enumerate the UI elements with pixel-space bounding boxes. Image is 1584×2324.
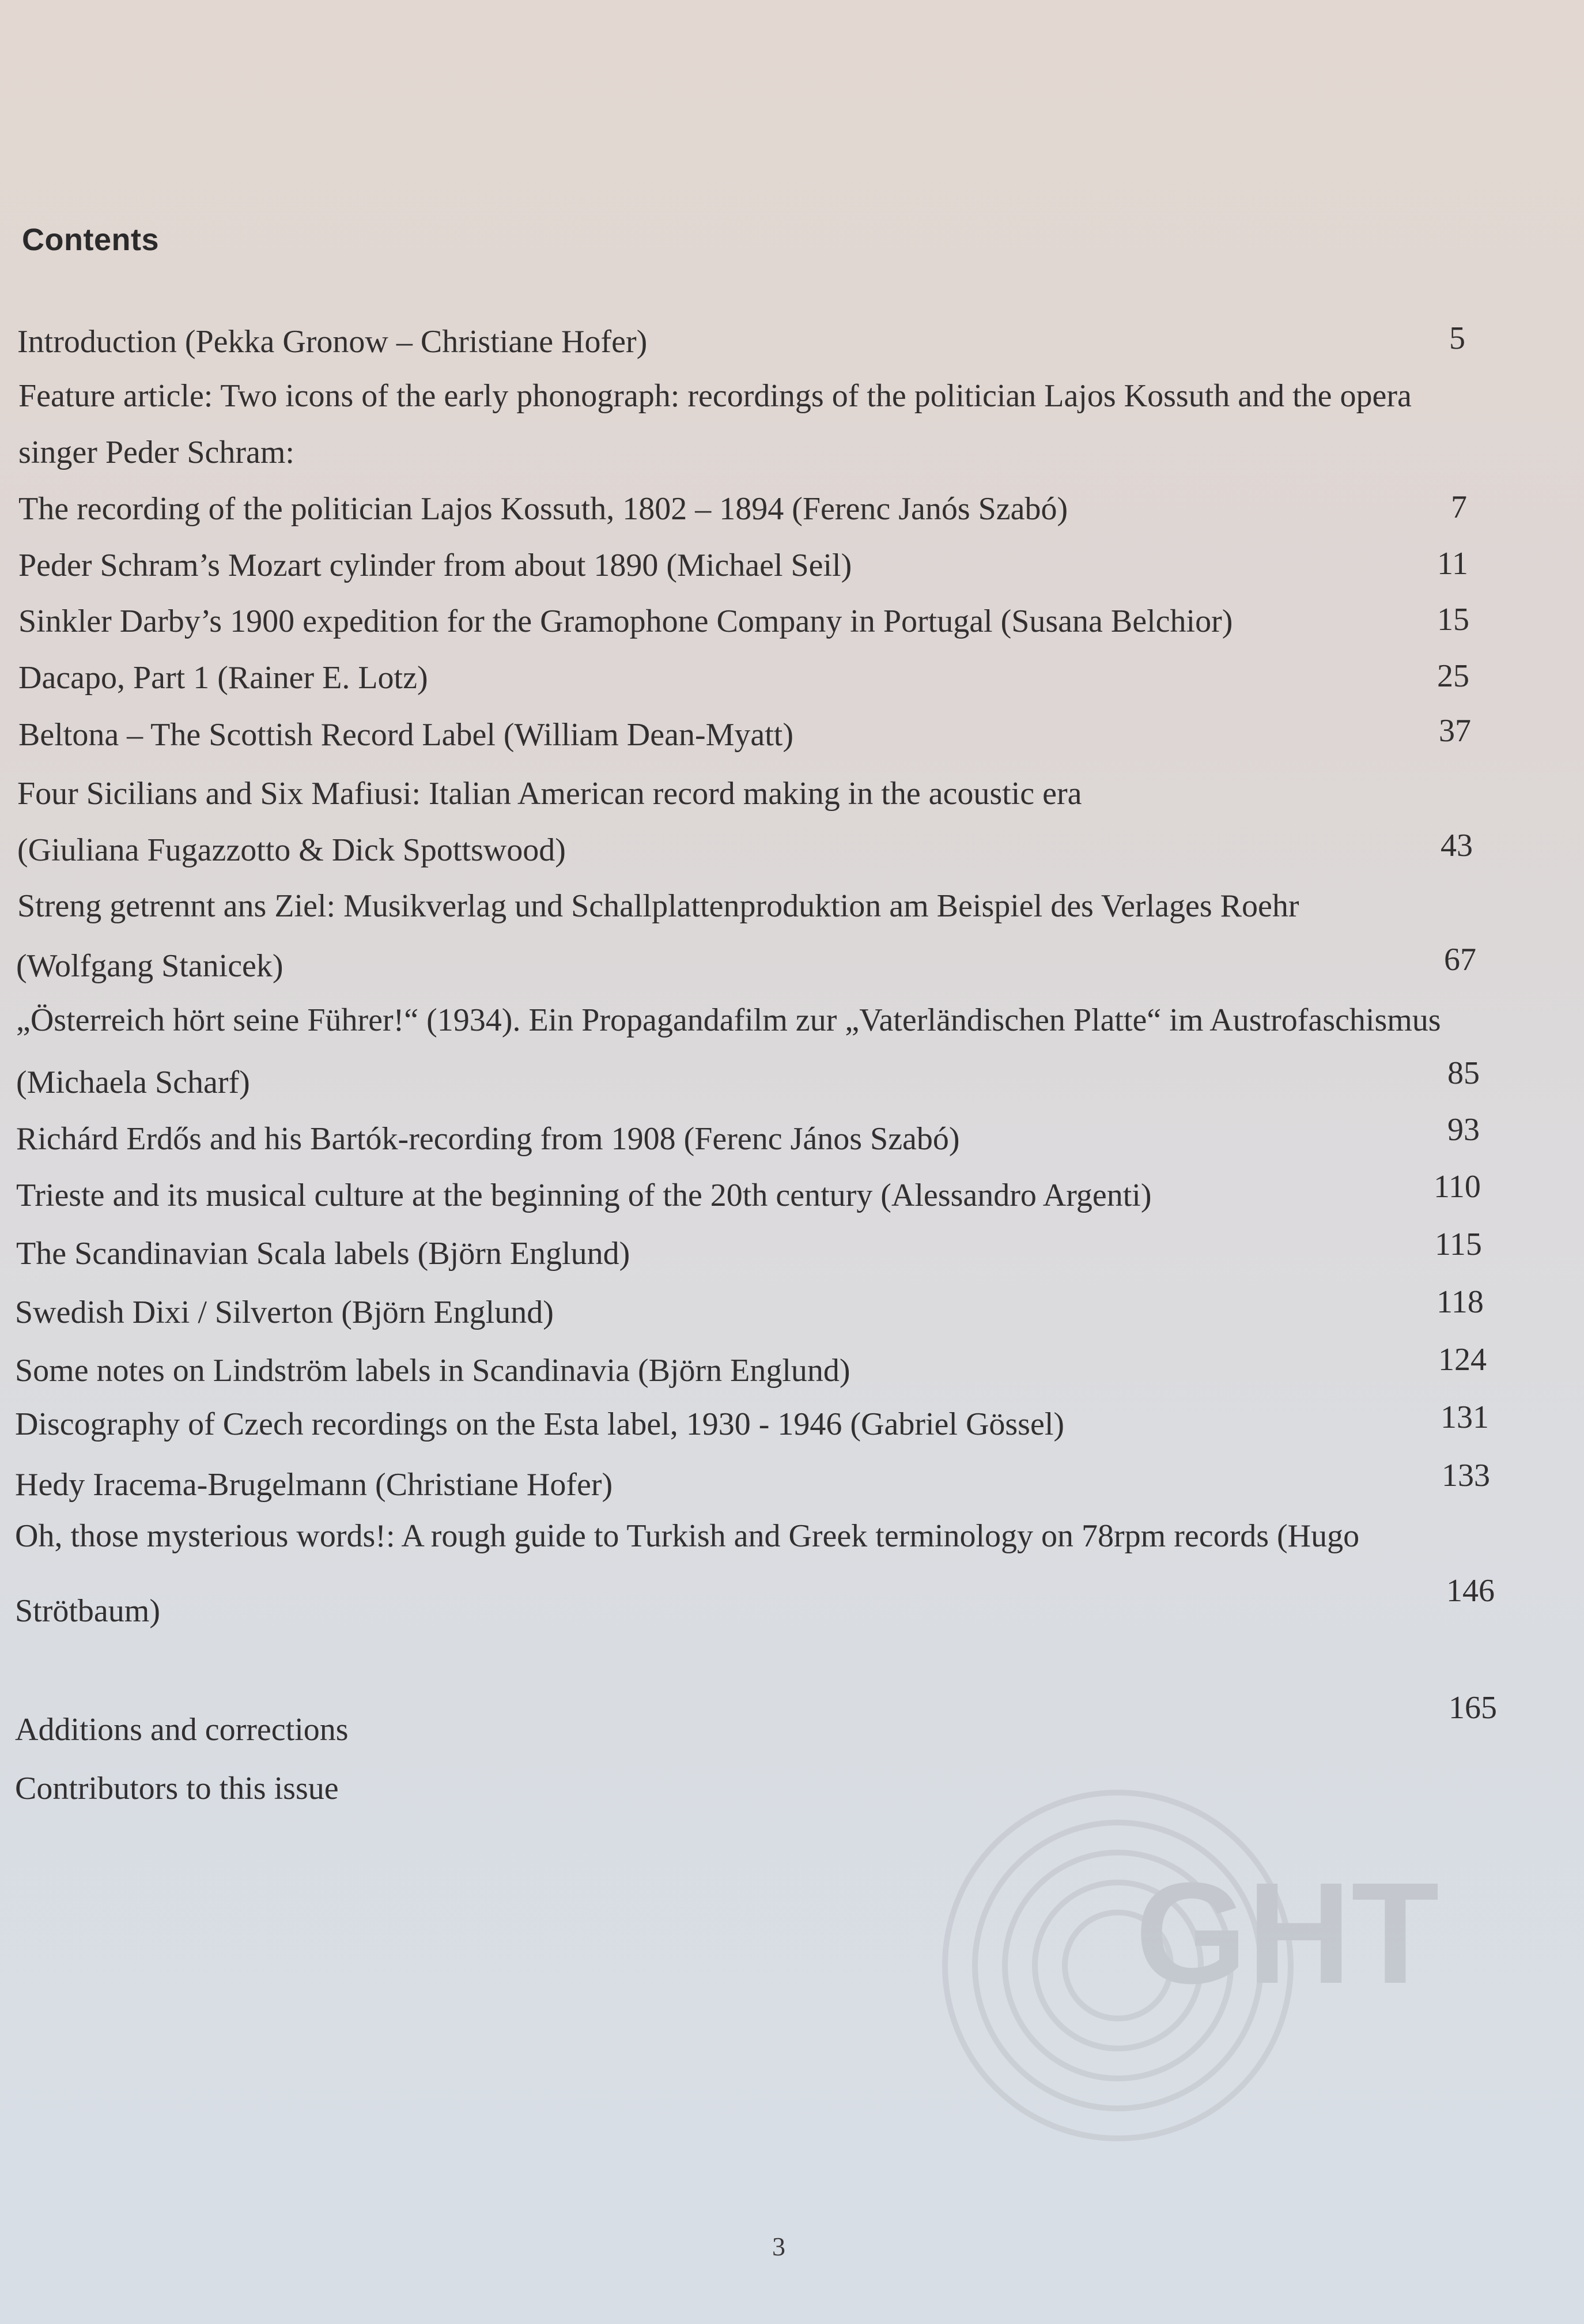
toc-entry-page: 15 bbox=[1437, 602, 1469, 637]
page-number: 3 bbox=[772, 2232, 785, 2261]
toc-entry-title: Oh, those mysterious words!: A rough guide to Turkish and Greek terminology on 78rpm records (Hugo bbox=[15, 1518, 1360, 1554]
toc-entry-page: 165 bbox=[1449, 1690, 1497, 1726]
toc-entry-page: 124 bbox=[1438, 1342, 1487, 1378]
toc-entry-title: Hedy Iracema-Brugelmann (Christiane Hofer) bbox=[15, 1467, 613, 1503]
toc-entry-page: 5 bbox=[1449, 320, 1465, 356]
toc-entry-page: 115 bbox=[1435, 1227, 1482, 1262]
toc-entry-title: Sinkler Darby’s 1900 expedition for the Gramophone Company in Portugal (Susana Belchior) bbox=[18, 603, 1233, 639]
toc-entry-page: 118 bbox=[1436, 1284, 1484, 1320]
toc-entry-page: 37 bbox=[1439, 713, 1471, 749]
contents-heading: Contents bbox=[22, 222, 159, 257]
toc-entry-title: The Scandinavian Scala labels (Björn Englund) bbox=[16, 1236, 630, 1272]
toc-entry-title: Introduction (Pekka Gronow – Christiane Hofer) bbox=[17, 324, 648, 360]
toc-entry-title: „Österreich hört seine Führer!“ (1934). Ein Propagandafilm zur „Vaterländischen Platte“ im Austrofaschismus bbox=[16, 1002, 1441, 1038]
toc-entry-page: 43 bbox=[1441, 828, 1473, 863]
toc-entry-page: 110 bbox=[1434, 1169, 1481, 1205]
toc-entry-page: 93 bbox=[1447, 1112, 1480, 1148]
toc-entry-title: Peder Schram’s Mozart cylinder from about 1890 (Michael Seil) bbox=[18, 548, 852, 583]
toc-entry-page: 133 bbox=[1442, 1458, 1490, 1493]
toc-entry-page: 25 bbox=[1437, 658, 1469, 694]
toc-entry-page: 7 bbox=[1451, 489, 1467, 525]
toc-entry-page: 11 bbox=[1437, 546, 1468, 582]
toc-entry-page: 67 bbox=[1444, 942, 1476, 978]
toc-entry-page: 85 bbox=[1447, 1055, 1480, 1091]
toc-entry-title: Additions and corrections bbox=[15, 1712, 349, 1748]
toc-entry-page: 131 bbox=[1441, 1399, 1489, 1435]
toc-entry-title: The recording of the politician Lajos Kossuth, 1802 – 1894 (Ferenc Janós Szabó) bbox=[18, 491, 1068, 527]
toc-entry-title: (Michaela Scharf) bbox=[16, 1065, 250, 1100]
ght-watermark-logo bbox=[945, 1741, 1439, 2156]
toc-entry-title: Four Sicilians and Six Mafiusi: Italian American record making in the acoustic era bbox=[17, 776, 1082, 812]
toc-entry-title: singer Peder Schram: bbox=[18, 435, 294, 470]
toc-entry-title: Some notes on Lindström labels in Scandinavia (Björn Englund) bbox=[15, 1353, 850, 1389]
toc-entry-title: (Giuliana Fugazzotto & Dick Spottswood) bbox=[17, 832, 566, 868]
toc-entry-page: 146 bbox=[1446, 1573, 1495, 1609]
toc-entry-title: Beltona – The Scottish Record Label (William Dean-Myatt) bbox=[18, 717, 794, 753]
toc-entry-title: Contributors to this issue bbox=[15, 1771, 339, 1806]
toc-entry-title: Swedish Dixi / Silverton (Björn Englund) bbox=[15, 1295, 554, 1330]
toc-entry-title: Streng getrennt ans Ziel: Musikverlag und Schallplattenproduktion am Beispiel des Verlages Roehr bbox=[17, 888, 1299, 924]
toc-entry-title: Trieste and its musical culture at the beginning of the 20th century (Alessandro Argenti) bbox=[16, 1178, 1152, 1213]
watermark-text: GHT bbox=[1135, 1853, 1439, 2013]
toc-entry-title: Discography of Czech recordings on the Esta label, 1930 - 1946 (Gabriel Gössel) bbox=[15, 1406, 1065, 1442]
toc-entry-title: Dacapo, Part 1 (Rainer E. Lotz) bbox=[18, 660, 428, 696]
toc-entry-title: Strötbaum) bbox=[15, 1593, 160, 1629]
toc-entry-title: Feature article: Two icons of the early phonograph: recordings of the politician Lajos Kossuth and the opera bbox=[18, 378, 1412, 414]
toc-entry-title: (Wolfgang Stanicek) bbox=[16, 948, 283, 984]
toc-entry-title: Richárd Erdős and his Bartók-recording from 1908 (Ferenc János Szabó) bbox=[16, 1121, 960, 1157]
